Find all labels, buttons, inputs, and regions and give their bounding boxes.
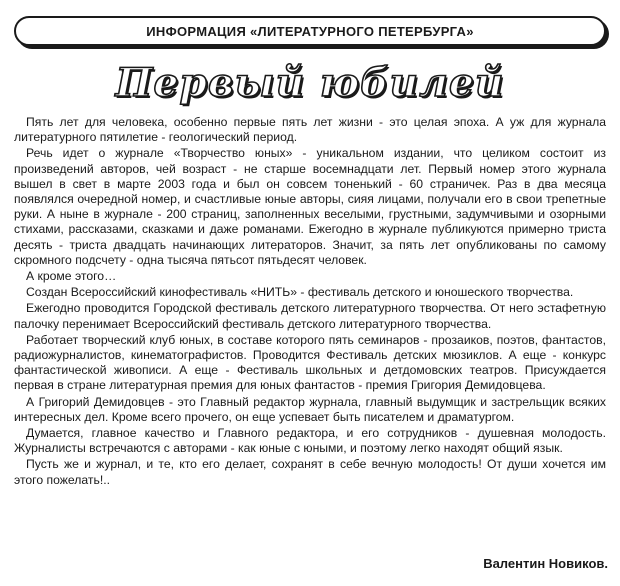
author-signature: Валентин Новиков.: [483, 556, 608, 571]
paragraph: Пять лет для человека, особенно первые пять лет жизни - это целая эпоха. А уж для журнала литературного пятилетие - геологический период.: [14, 115, 606, 145]
paragraph: А кроме этого…: [26, 269, 117, 284]
paragraph: Работает творческий клуб юных, в составе которого пять семинаров - прозаиков, поэтов, фантастов, радиожурналистов, кинематографистов. Проводится Фестиваль детских мюзиклов. А еще - конкурс фантастической живописи. А еще - Фестиваль школьных и детдомовских театров. Присуждается первая в стране литературная премия для юных фантастов - премия Григория Демидовцева.: [14, 332, 606, 393]
paragraph: Думается, главное качество и Главного редактора, и его сотрудников - душевная молодость. Журналисты встречаются с авторами - как юные с юными, и поэтому легко находят общий язык.: [14, 426, 606, 456]
paragraph: Создан Всероссийский кинофестиваль «НИТЬ» - фестиваль детского и юношеского творчества.: [26, 285, 574, 300]
paragraph: Речь идет о журнале «Творчество юных» - уникальном издании, что целиком состоит из произведений авторов, чей возраст - не старше восемнадцати лет. Первый номер этого журнала вышел в свет в марте 2003 года и был он совсем тоненький - 60 страничек. Раз в два месяца появлялся очередной номер, и счастливые юные авторы, сияя лицами, получали его в свои трепетные руки. А ныне в журнале - 200 страниц, заполненных веселыми, грустными, задумчивыми и озорными стихами, рассказами, сказками и даже романами. Ежегодно в журнале публикуются примерно триста десять - триста двадцать начинающих литераторов. Значит, за пять лет опубликованы по самому скромного подсчету - одна тысяча пятьсот пятьдесят человек.: [14, 146, 606, 267]
paragraph: Ежегодно проводится Городской фестиваль детского литературного творчества. От него эстафетную палочку перенимает Всероссийский фестиваль детского литературного творчества.: [14, 301, 606, 331]
paragraph: Пусть же и журнал, и те, кто его делает, сохранят в себе вечную молодость! От души хочется им этого пожелать!..: [14, 457, 606, 487]
article-title: Первый юбилей: [115, 60, 505, 106]
section-header-band: [14, 16, 606, 46]
article-body: [14, 115, 606, 489]
paragraph: А Григорий Демидовцев - это Главный редактор журнала, главный выдумщик и застрельщик всяких интересных дел. Кроме всего прочего, он еще успевает быть писателем и драматургом.: [14, 394, 606, 424]
section-header-text: ИНФОРМАЦИЯ «ЛИТЕРАТУРНОГО ПЕТЕРБУРГА»: [146, 23, 474, 39]
